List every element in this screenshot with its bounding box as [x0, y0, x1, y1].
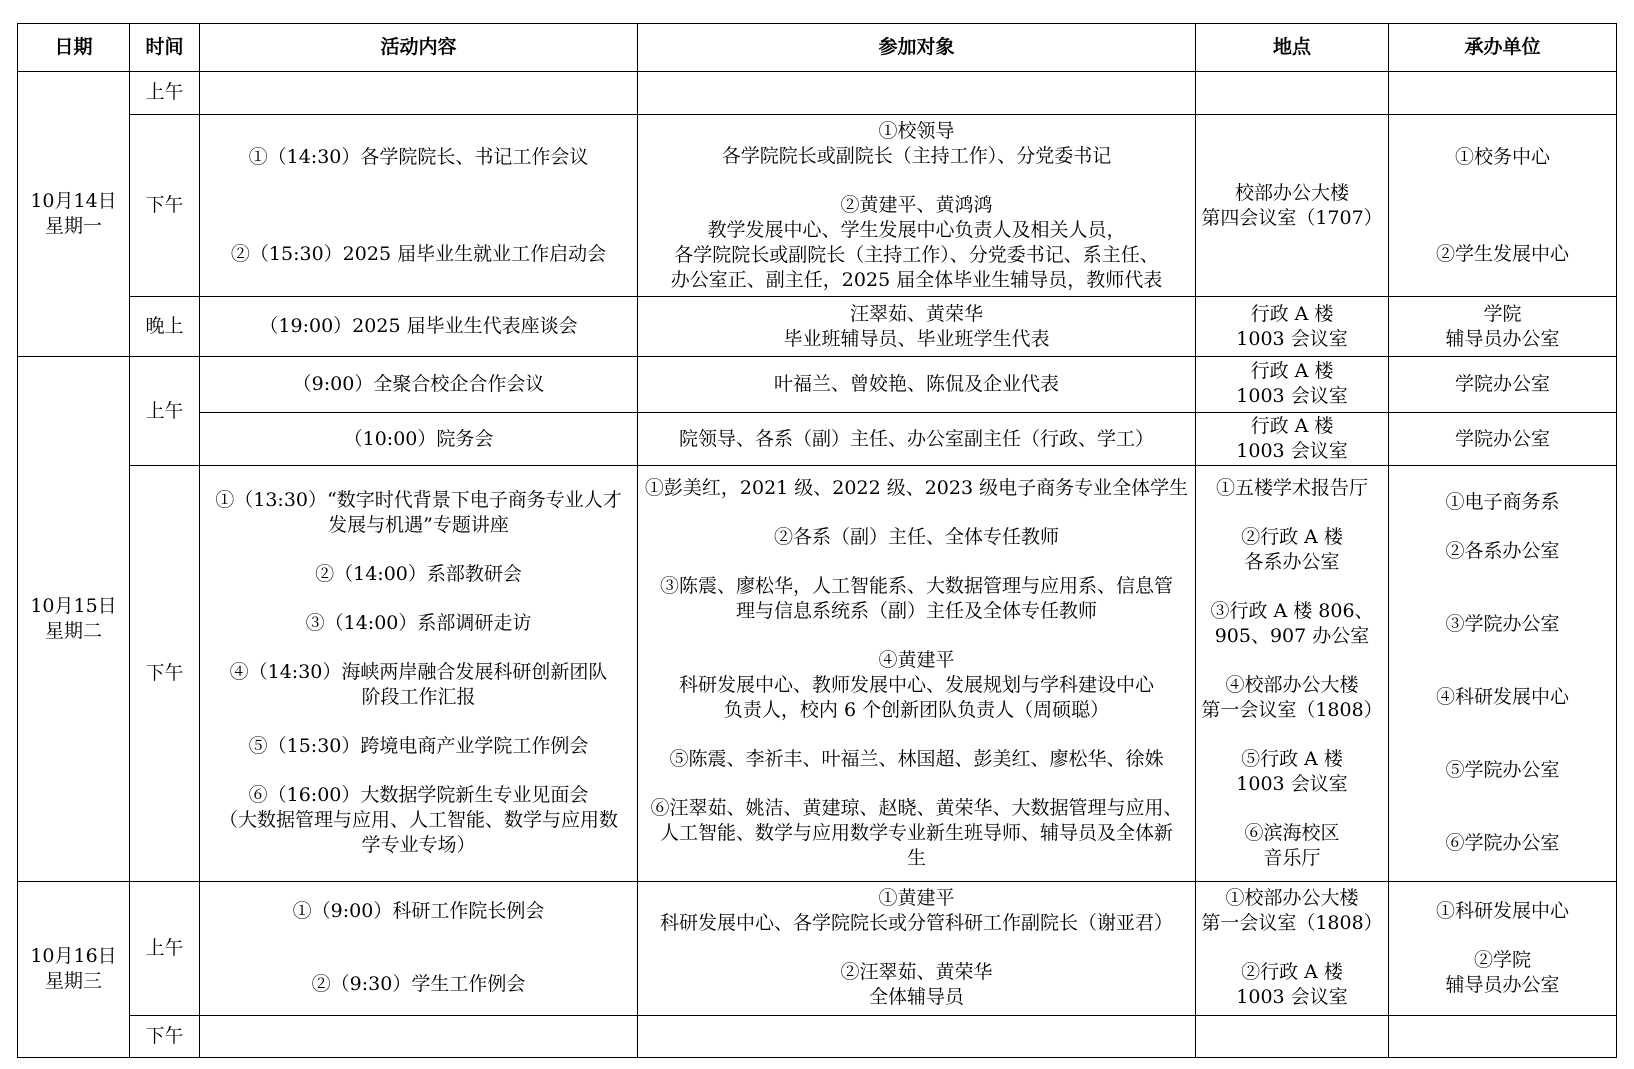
time-cell: 晚上	[130, 297, 200, 356]
participants-cell: 院领导、各系（副）主任、办公室副主任（行政、学工）	[638, 413, 1196, 466]
date-label: 10月14日	[30, 189, 117, 212]
participant-line: 科研发展中心、教师发展中心、发展规划与学科建设中心	[678, 673, 1154, 696]
organizer-line: ②学生发展中心	[1435, 242, 1569, 265]
location-line: ⑥滨海校区	[1244, 821, 1340, 844]
organizer-line: 辅导员办公室	[1445, 973, 1560, 996]
activity-cell: （10:00）院务会	[200, 413, 638, 466]
date-label: 10月16日	[30, 945, 117, 968]
participant-line: ①校领导	[878, 119, 955, 142]
activity-line: ②（9:30）学生工作例会	[311, 973, 526, 996]
organizer-cell	[1389, 114, 1617, 297]
participant-line: ②各系（副）主任、全体专任教师	[773, 525, 1059, 548]
header-activity: 活动内容	[200, 24, 638, 72]
activity-line: 发展与机遇”专题讲座	[328, 514, 509, 537]
location-cell	[1196, 1016, 1389, 1058]
location-line: 行政 A 楼	[1250, 302, 1334, 325]
schedule-table	[17, 23, 1617, 1058]
time-cell: 上午	[130, 881, 200, 1016]
location-line: 行政 A 楼	[1250, 415, 1334, 438]
activity-line: ①（13:30）“数字时代背景下电子商务专业人才	[215, 489, 622, 512]
participants-cell	[638, 1016, 1196, 1058]
organizer-cell	[1389, 1016, 1617, 1058]
organizer-cell	[1389, 297, 1617, 356]
location-line: 第一会议室（1808）	[1201, 698, 1383, 721]
location-line: 行政 A 楼	[1250, 360, 1334, 383]
organizer-line: 辅导员办公室	[1445, 327, 1560, 350]
participant-line: 各学院院长或副院长（主持工作）、分党委书记	[721, 144, 1112, 167]
participants-cell: 叶福兰、曾姣艳、陈侃及企业代表	[638, 356, 1196, 412]
location-cell	[1196, 114, 1389, 297]
activity-line: ④（14:30）海峡两岸融合发展科研创新团队	[229, 661, 608, 684]
activity-line: ③（14:00）系部调研走访	[305, 612, 532, 635]
organizer-line: ①电子商务系	[1445, 491, 1560, 514]
participant-line: ②黄建平、黄鸿鸿	[840, 193, 993, 216]
location-line: ②行政 A 楼	[1241, 961, 1343, 984]
participant-line: ⑤陈震、李祈丰、叶福兰、林国超、彭美红、廖松华、徐姝	[669, 747, 1164, 770]
table-row	[18, 297, 1617, 356]
participant-line: 教学发展中心、学生发展中心负责人及相关人员，	[707, 218, 1126, 241]
location-cell	[1196, 297, 1389, 356]
location-line: ②行政 A 楼	[1241, 525, 1343, 548]
organizer-line: ③学院办公室	[1445, 613, 1560, 636]
activity-line: 阶段工作汇报	[361, 686, 476, 709]
location-line: ③行政 A 楼 806、	[1210, 599, 1374, 622]
participant-line: 负责人，校内 6 个创新团队负责人（周硕聪）	[723, 698, 1110, 721]
location-line: 音乐厅	[1263, 846, 1321, 869]
participant-line: ①黄建平	[878, 887, 955, 910]
participant-line: ②汪翠茹、黄荣华	[840, 961, 993, 984]
organizer-line: ⑤学院办公室	[1445, 759, 1560, 782]
location-line: ①校部办公大楼	[1225, 887, 1359, 910]
table-row	[18, 413, 1617, 466]
organizer-line: ④科研发展中心	[1435, 686, 1569, 709]
activity-cell: （19:00）2025 届毕业生代表座谈会	[200, 297, 638, 356]
header-participants: 参加对象	[638, 24, 1196, 72]
participant-line: 全体辅导员	[868, 986, 964, 1009]
activity-cell	[200, 71, 638, 114]
location-line: 1003 会议室	[1236, 986, 1348, 1009]
activity-line: ⑥（16:00）大数据学院新生专业见面会	[248, 784, 589, 807]
activity-cell	[200, 114, 638, 297]
location-cell	[1196, 356, 1389, 412]
participants-cell	[638, 71, 1196, 114]
activity-line: ①（9:00）科研工作院长例会	[292, 900, 545, 923]
table-row	[18, 114, 1617, 297]
organizer-cell	[1389, 881, 1617, 1016]
participant-line: 毕业班辅导员、毕业班学生代表	[783, 327, 1050, 350]
organizer-cell: 学院办公室	[1389, 356, 1617, 412]
activity-cell: （9:00）全聚合校企合作会议	[200, 356, 638, 412]
header-date: 日期	[18, 24, 130, 72]
location-line: 各系办公室	[1244, 550, 1340, 573]
date-cell	[18, 881, 130, 1057]
location-line: 第一会议室（1808）	[1201, 912, 1383, 935]
location-line: 1003 会议室	[1236, 772, 1348, 795]
organizer-cell: 学院办公室	[1389, 413, 1617, 466]
location-cell	[1196, 881, 1389, 1016]
time-cell: 下午	[130, 114, 200, 297]
location-line: 第四会议室（1707）	[1201, 206, 1383, 229]
location-line: 1003 会议室	[1236, 327, 1348, 350]
header-row	[18, 24, 1617, 72]
participant-line: ④黄建平	[878, 648, 955, 671]
organizer-line: ①科研发展中心	[1435, 899, 1569, 922]
organizer-cell	[1389, 71, 1617, 114]
organizer-line: ⑥学院办公室	[1445, 832, 1560, 855]
participant-line: 各学院院长或副院长（主持工作）、分党委书记、系主任、	[674, 243, 1159, 266]
participants-cell	[638, 297, 1196, 356]
date-cell	[18, 356, 130, 881]
location-line: 校部办公大楼	[1234, 181, 1349, 204]
table-row	[18, 356, 1617, 412]
activity-cell	[200, 1016, 638, 1058]
date-cell	[18, 71, 130, 356]
activity-line: ①（14:30）各学院院长、书记工作会议	[248, 145, 589, 168]
location-line: 905、907 办公室	[1214, 624, 1370, 647]
participant-line: ⑥汪翠茹、姚洁、黄建琼、赵晓、黄荣华、大数据管理与应用、	[650, 796, 1183, 819]
activity-line: ⑤（15:30）跨境电商产业学院工作例会	[248, 735, 589, 758]
header-organizer: 承办单位	[1389, 24, 1617, 72]
organizer-line: ①校务中心	[1454, 145, 1550, 168]
table-row	[18, 71, 1617, 114]
participant-line: 办公室正、副主任，2025 届全体毕业生辅导员，教师代表	[670, 268, 1163, 291]
header-location: 地点	[1196, 24, 1389, 72]
participant-line: 生	[906, 846, 926, 869]
weekday-label: 星期二	[44, 619, 102, 642]
activity-line: （大数据管理与应用、人工智能、数学与应用数	[218, 809, 618, 832]
location-cell	[1196, 413, 1389, 466]
participant-line: 科研发展中心、各学院院长或分管科研工作副院长（谢亚君）	[659, 912, 1173, 935]
activity-line: ②（15:30）2025 届毕业生就业工作启动会	[230, 242, 607, 265]
activity-line: ②（14:00）系部教研会	[315, 563, 522, 586]
participants-cell	[638, 466, 1196, 881]
activity-cell	[200, 881, 638, 1016]
header-time: 时间	[130, 24, 200, 72]
location-line: ④校部办公大楼	[1225, 673, 1359, 696]
activity-line: 学专业专场）	[361, 834, 476, 857]
location-line: ⑤行政 A 楼	[1241, 747, 1343, 770]
organizer-line: ②学院	[1473, 948, 1531, 971]
time-cell: 上午	[130, 356, 200, 466]
location-line: 1003 会议室	[1236, 385, 1348, 408]
location-line: 1003 会议室	[1236, 440, 1348, 463]
table-row	[18, 881, 1617, 1016]
weekday-label: 星期三	[44, 970, 102, 993]
time-cell: 下午	[130, 1016, 200, 1058]
table-row	[18, 466, 1617, 881]
participant-line: 理与信息系统系（副）主任及全体专任教师	[735, 599, 1097, 622]
participants-cell	[638, 881, 1196, 1016]
activity-cell	[200, 466, 638, 881]
time-cell: 下午	[130, 466, 200, 881]
table-row	[18, 1016, 1617, 1058]
participant-line: ③陈震、廖松华，人工智能系、大数据管理与应用系、信息管	[659, 574, 1173, 597]
organizer-cell	[1389, 466, 1617, 881]
location-cell	[1196, 71, 1389, 114]
location-line: ①五楼学术报告厅	[1215, 476, 1368, 499]
date-label: 10月15日	[30, 594, 117, 617]
organizer-line: 学院	[1483, 302, 1522, 325]
time-cell: 上午	[130, 71, 200, 114]
participant-line: 汪翠茹、黄荣华	[849, 302, 983, 325]
organizer-line: ②各系办公室	[1445, 540, 1560, 563]
participants-cell	[638, 114, 1196, 297]
location-cell	[1196, 466, 1389, 881]
participant-line: 人工智能、数学与应用数学专业新生班导师、辅导员及全体新	[659, 821, 1173, 844]
participant-line: ①彭美红，2021 级、2022 级、2023 级电子商务专业全体学生	[644, 476, 1189, 499]
weekday-label: 星期一	[44, 214, 102, 237]
